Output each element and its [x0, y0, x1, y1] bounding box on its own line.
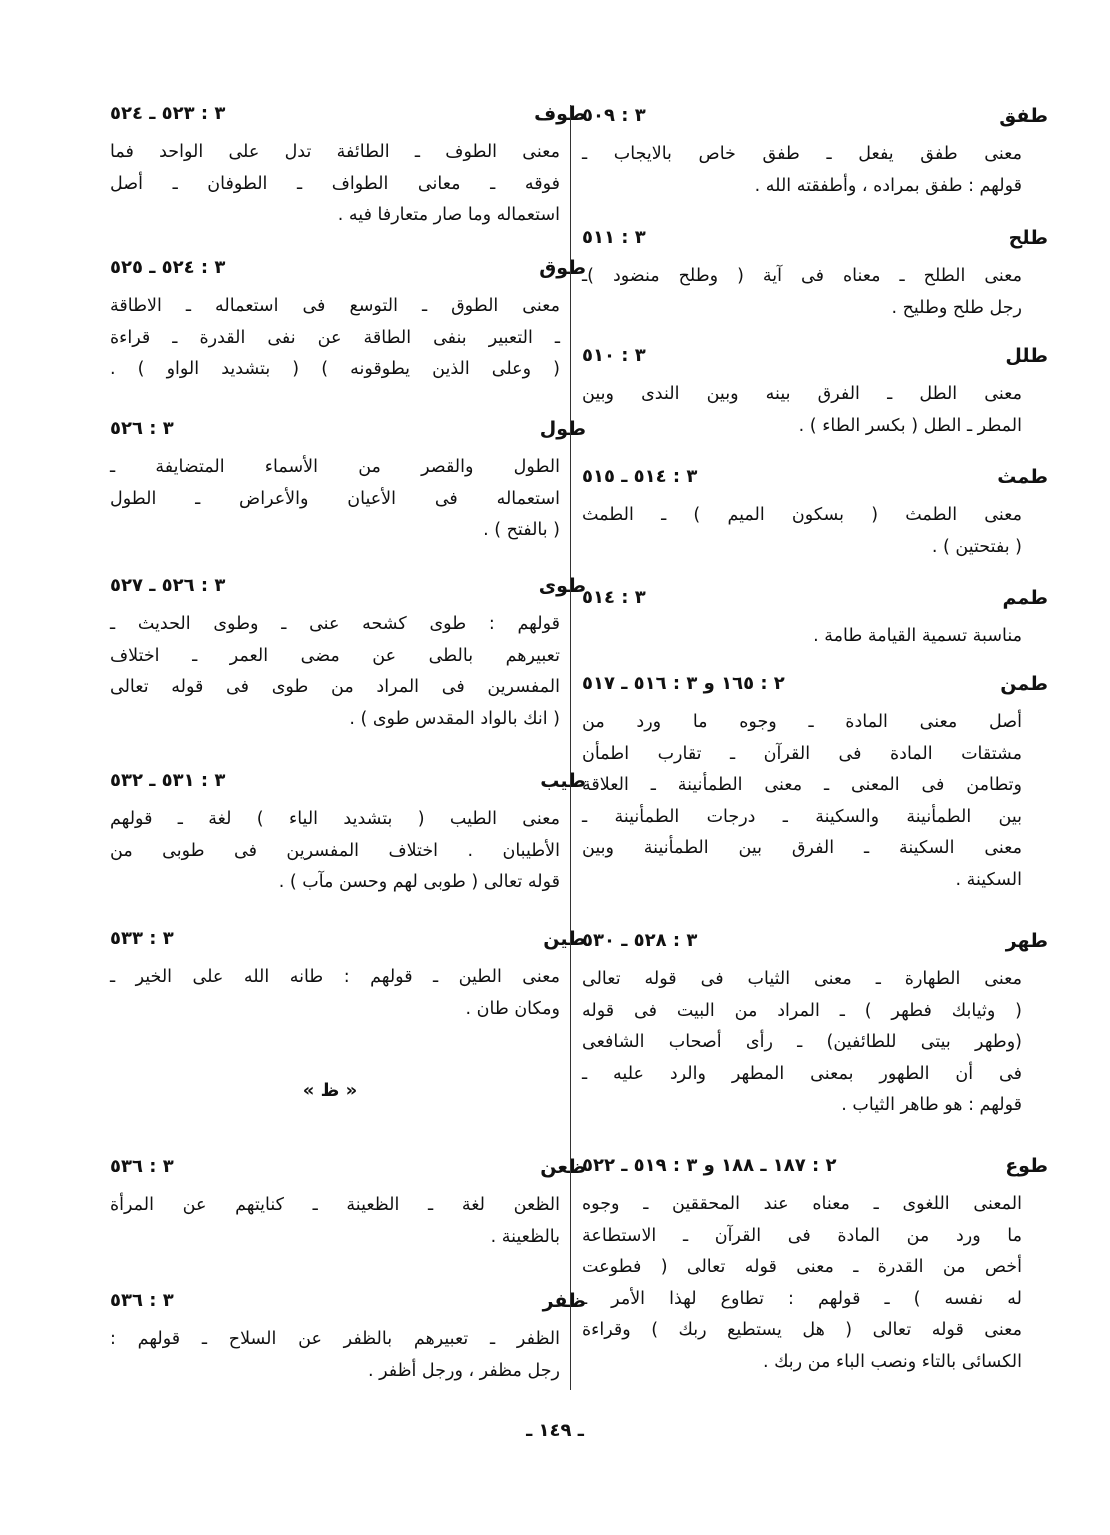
entry-tawa — [110, 575, 586, 735]
headword: ظفر — [542, 1290, 586, 1312]
column-divider — [570, 105, 571, 1390]
definition-line: قولهم : طفق بمراده ، وأطفقته الله . — [754, 175, 1022, 196]
headword: طوق — [539, 257, 586, 279]
headword: طول — [539, 418, 586, 440]
definition-line: ( بالفتح ) . — [483, 520, 560, 540]
section-letter-heading: « ظ » — [302, 1080, 358, 1101]
definition-line: فى أن الطهور بمعنى المطهر والرد عليه ـ — [582, 1063, 1022, 1084]
page-number: ـ ١٤٩ ـ — [526, 1420, 584, 1441]
definition-line: قوله تعالى ( طوبى لهم وحسن مآب ) . — [278, 872, 560, 892]
reference: ٣ : ٥٢٤ ـ ٥٢٥ — [110, 257, 226, 278]
definition-line: ( بفتحتين ) . — [931, 536, 1022, 557]
definition-line: معنى الطوف ـ الطائفة تدل على الواحد فما — [110, 142, 560, 162]
entry-tahr — [582, 930, 1048, 1122]
reference: ٣ : ٥٣٦ — [110, 1156, 174, 1177]
definition-line: الأطيبان . اختلاف المفسرين فى طوبى من — [110, 840, 560, 861]
reference: ٣ : ٥١٤ ـ ٥١٥ — [582, 466, 698, 487]
entry-tamth — [582, 466, 1048, 563]
reference: ٣ : ٥٢٦ — [110, 418, 174, 439]
headword: طهر — [1005, 930, 1048, 952]
headword: طيب — [540, 770, 586, 792]
entry-talh — [582, 227, 1048, 324]
definition-line: معنى الطهارة ـ معنى الثياب فى قوله تعالى — [582, 969, 1022, 989]
headword: طين — [543, 928, 586, 950]
definition-line: رجل مظفر ، ورجل أظفر . — [367, 1360, 560, 1381]
headword: طلح — [1008, 227, 1048, 249]
headword: طوف — [534, 103, 586, 125]
definition-line: مشتقات المادة فى القرآن ـ تقارب اطمأن — [582, 743, 1022, 764]
entry-taf — [110, 103, 586, 232]
definition-line: ( انك بالواد المقدس طوى ) . — [349, 708, 560, 729]
definition-line: أصل معنى المادة ـ وجوه ما ورد من — [582, 712, 1022, 732]
definition-line: المعنى اللغوى ـ معناه عند المحققين ـ وجوه — [582, 1194, 1022, 1214]
entry-tamn — [582, 673, 1048, 896]
definition-line: معنى الطيب ( بتشديد الياء ) لغة ـ قولهم — [110, 809, 560, 829]
definition-line: له نفسه ) ـ قولهم : تطاوع لهذا الأمر ـ — [582, 1288, 1022, 1309]
definition-line: معنى الطين ـ قولهم : طانه الله على الخير ـ — [110, 967, 560, 987]
headword: طمث — [997, 466, 1048, 488]
headword: ظعن — [540, 1156, 586, 1178]
definition-line: الكسائى بالتاء ونصب الباء من ربك . — [762, 1351, 1022, 1372]
definition-line: معنى الطلح ـ معناه فى آية ( وطلح منضود )ـ — [582, 266, 1022, 286]
definition-line: الظعن لغة ـ الظعينة ـ كنايتهم عن المرأة — [110, 1195, 560, 1215]
definition-line: ما ورد من المادة فى القرآن ـ الاستطاعة — [582, 1225, 1022, 1246]
entry-tamm — [582, 587, 1048, 653]
definition-line: ( وعلى الذين يطوقونه ) ( بتشديد الواو ) . — [110, 359, 560, 379]
definition-line: (وطهر بيتى للطائفين) ـ رأى أصحاب الشافعى — [582, 1032, 1022, 1052]
entry-zufr — [110, 1290, 586, 1387]
definition-line: استعماله وما صار متعارفا فيه . — [337, 205, 560, 225]
definition-line: وتطامن فى المعنى ـ معنى الطمأنينة ـ العلاقة — [582, 775, 1022, 795]
reference: ٣ : ٥٣٣ — [110, 928, 174, 949]
definition-line: معنى الطل ـ الفرق بينه وبين الندى وبين — [582, 384, 1022, 404]
definition-line: بين الطمأنينة والسكينة ـ درجات الطمأنينة ـ — [582, 806, 1022, 827]
definition-line: المفسرين فى المراد من طوى فى قوله تعالى — [110, 677, 560, 697]
entry-tayyib — [110, 770, 586, 899]
headword: طمن — [1000, 673, 1048, 695]
reference: ٣ : ٥١٠ — [582, 345, 646, 366]
definition-line: الظفر ـ تعبيرهم بالظفر عن السلاح ـ قولهم : — [110, 1329, 560, 1349]
definition-line: معنى السكينة ـ الفرق بين الطمأنينة وبين — [582, 838, 1022, 858]
definition-line: استعماله فى الأعيان والأعراض ـ الطول — [110, 488, 560, 509]
definition-line: السكينة . — [955, 869, 1022, 890]
entry-zaan — [110, 1156, 586, 1253]
reference: ٣ : ٥٢٨ ـ ٥٣٠ — [582, 930, 698, 951]
entry-tall — [582, 345, 1048, 442]
definition-line: أخص من القدرة ـ معنى قوله تعالى ( فطوعت — [582, 1257, 1022, 1277]
reference: ٣ : ٥٢٣ ـ ٥٢٤ — [110, 103, 226, 124]
definition-line: معنى قوله تعالى ( هل يستطيع ربك ) وقراءة — [582, 1320, 1022, 1340]
headword: طفق — [999, 105, 1048, 127]
reference: ٣ : ٥٣١ ـ ٥٣٢ — [110, 770, 226, 791]
definition-line: المطر ـ الطل ( بكسر الطاء ) . — [798, 415, 1022, 436]
definition-line: ( وثيابك فطهر ) ـ المراد من البيت فى قوله — [582, 1000, 1022, 1021]
definition-line: الطول والقصر من الأسماء المتضايفة ـ — [110, 457, 560, 477]
definition-line: تعبيرهم بالطى عن مضى العمر ـ اختلاف — [110, 645, 560, 666]
definition-line: قولهم : هو طاهر الثياب . — [841, 1095, 1022, 1115]
entry-tawq — [110, 257, 586, 386]
definition-line: معنى الطوق ـ التوسع فى استعماله ـ الاطاقة — [110, 296, 560, 316]
definition-line: قولهم : طوى كشحه عنى ـ وطوى الحديث ـ — [110, 614, 560, 634]
reference: ٣ : ٥٢٦ ـ ٥٢٧ — [110, 575, 226, 596]
entry-tafaq — [582, 105, 1048, 202]
definition-line: مناسبة تسمية القيامة طامة . — [813, 626, 1022, 646]
reference: ٣ : ٥٣٦ — [110, 1290, 174, 1311]
reference: ٣ : ٥١٤ — [582, 587, 646, 608]
entry-tul — [110, 418, 586, 547]
reference: ٣ : ٥٠٩ — [582, 105, 646, 126]
headword: طلل — [1005, 345, 1048, 367]
definition-line: فوقه ـ معانى الطواف ـ الطوفان ـ أصل — [110, 173, 560, 194]
headword: طمم — [1002, 587, 1048, 609]
definition-line: معنى الطمث ( بسكون الميم ) ـ الطمث — [582, 505, 1022, 525]
definition-line: ومكان طان . — [465, 998, 560, 1019]
definition-line: بالظعينة . — [490, 1226, 560, 1247]
definition-line: معنى طفق يفعل ـ طفق خاص بالايجاب ـ — [582, 144, 1022, 164]
entry-tin — [110, 928, 586, 1025]
headword: طوع — [1005, 1155, 1048, 1177]
headword: طوى — [538, 575, 586, 597]
reference: ٢ : ١٨٧ ـ ١٨٨ و ٣ : ٥١٩ ـ ٥٢٢ — [582, 1155, 837, 1176]
definition-line: ـ التعبير بنفى الطاقة عن نفى القدرة ـ قراءة — [110, 327, 560, 348]
reference: ٢ : ١٦٥ و ٣ : ٥١٦ ـ ٥١٧ — [582, 673, 785, 694]
reference: ٣ : ٥١١ — [582, 227, 646, 248]
entry-taw — [582, 1155, 1048, 1378]
definition-line: رجل طلح وطليح . — [891, 297, 1022, 318]
